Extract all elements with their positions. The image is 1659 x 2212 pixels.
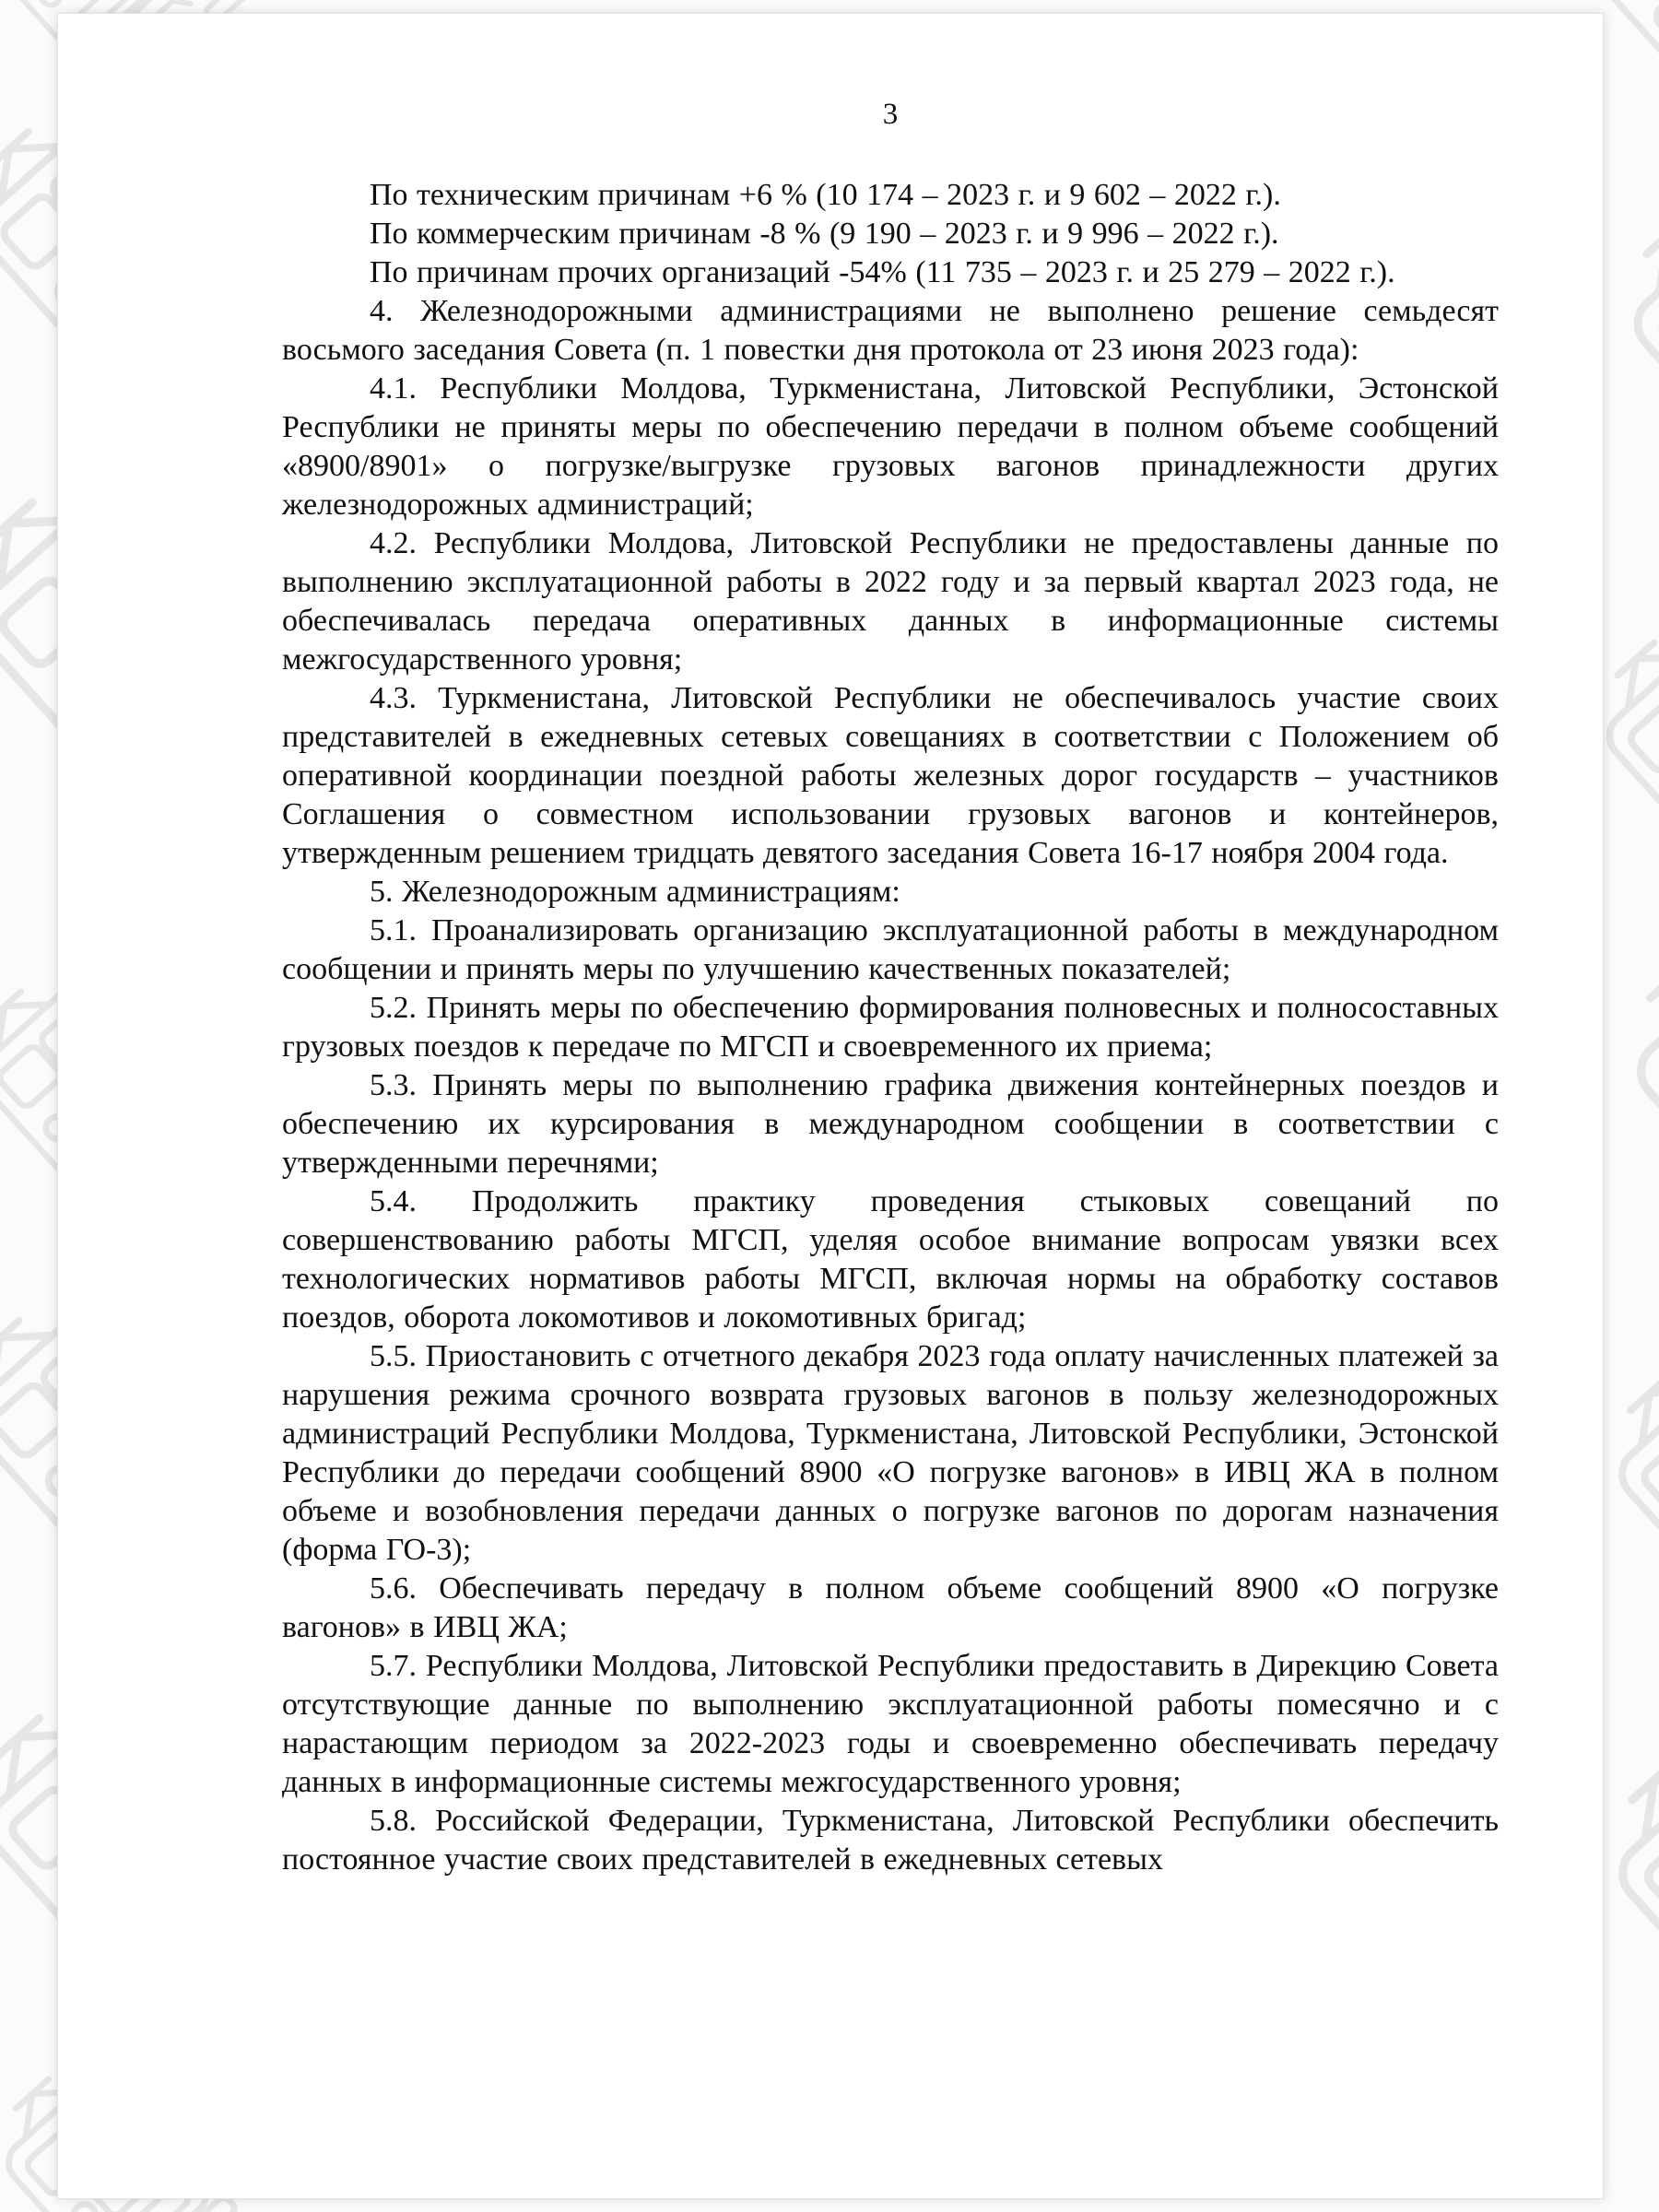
paragraph: По причинам прочих организаций -54% (11 735 – 2023 г. и 25 279 – 2022 г.). — [370, 255, 1395, 289]
document-page — [57, 13, 1604, 2199]
paragraph: 4.1. Республики Молдова, Туркменистана, Литовской Республики, Эстонской Республики не приняты меры по обеспечению передачи в полном объеме сообщений «8900/8901» о погрузке/выгрузке грузовых вагонов принадлежности других железнодорожных администраций; — [282, 371, 1499, 522]
paragraph: 5. Железнодорожным администрациям: — [370, 875, 900, 909]
train-icon — [1595, 170, 1659, 529]
paragraph: По коммерческим причинам -8 % (9 190 – 2023 г. и 9 996 – 2022 г.). — [370, 217, 1279, 251]
paragraph: 5.2. Принять меры по обеспечению формирования полновесных и полносоставных грузовых поездов к передаче по МГСП и своевременного их приема; — [282, 991, 1499, 1064]
paragraph: 5.3. Принять меры по выполнению графика движения контейнерных поездов и обеспечению их курсирования в международном сообщении в соответствии с утвержденными перечнями; — [282, 1068, 1499, 1180]
paragraph: 5.4. Продолжить практику проведения стыковых совещаний по совершенствованию работы МГСП, уделяя особое внимание вопросам увязки всех технологических нормативов работы МГСП, включая нормы на обработку составов поездов, оборота локомотивов и локомотивных бригад; — [282, 1184, 1499, 1335]
paragraph: 5.1. Проанализировать организацию эксплуатационной работы в международном сообщении и принять меры по улучшению качественных показателей; — [282, 913, 1499, 986]
paragraph: 4.3. Туркменистана, Литовской Республики не обеспечивалось участие своих представителей в ежедневных сетевых совещаниях в соответствии с Положением об оперативной координации поездной работы железных дорог государств – участников Соглашения о совместном использовании грузовых вагонов и контейнеров, утвержденным решением тридцать девятого заседания Совета 16-17 ноября 2004 года. — [282, 681, 1499, 870]
paragraph: 5.5. Приостановить с отчетного декабря 2023 года оплату начисленных платежей за нарушения режима срочного возврата грузовых вагонов в пользу железнодорожных администраций Республики Молдова, Туркменистана, Литовской Республики, Эстонской Республики до передачи сообщений 8900 «О погрузке вагонов» в ИВЦ ЖА в полном объеме и возобновления передачи данных о погрузке вагонов по дорогам назначения (форма ГО-3); — [282, 1339, 1499, 1567]
paragraph: По техническим причинам +6 % (10 174 – 2023 г. и 9 602 – 2022 г.). — [370, 178, 1281, 212]
paragraph: 4.2. Республики Молдова, Литовской Республики не предоставлены данные по выполнению эксплуатационной работы в 2022 году и за первый квартал 2023 года, не обеспечивалась передача оперативных данных в информационные системы межгосударственного уровня; — [282, 526, 1499, 677]
paragraph: 5.7. Республики Молдова, Литовской Республики предоставить в Дирекцию Совета отсутствующие данные по выполнению эксплуатационной работы помесячно и с нарастающим периодом за 2022-2023 годы и своевременно обеспечивать передачу данных в информационные системы межгосударственного уровня; — [282, 1649, 1499, 1799]
page-number: 3 — [882, 98, 899, 131]
paragraph: 5.6. Обеспечивать передачу в полном объеме сообщений 8900 «О погрузке вагонов» в ИВЦ ЖА; — [282, 1571, 1499, 1644]
document-body — [282, 95, 1499, 1879]
paragraph: 4. Железнодорожными администрациями не выполнено решение семьдесят восьмого заседания Совета (п. 1 повестки дня протокола от 23 июня 2023 года): — [282, 294, 1499, 367]
train-icon — [1597, 910, 1659, 1286]
paragraph: 5.8. Российской Федерации, Туркменистана, Литовской Республики обеспечить постоянное участие своих представителей в ежедневных сетевых — [282, 1804, 1499, 1877]
